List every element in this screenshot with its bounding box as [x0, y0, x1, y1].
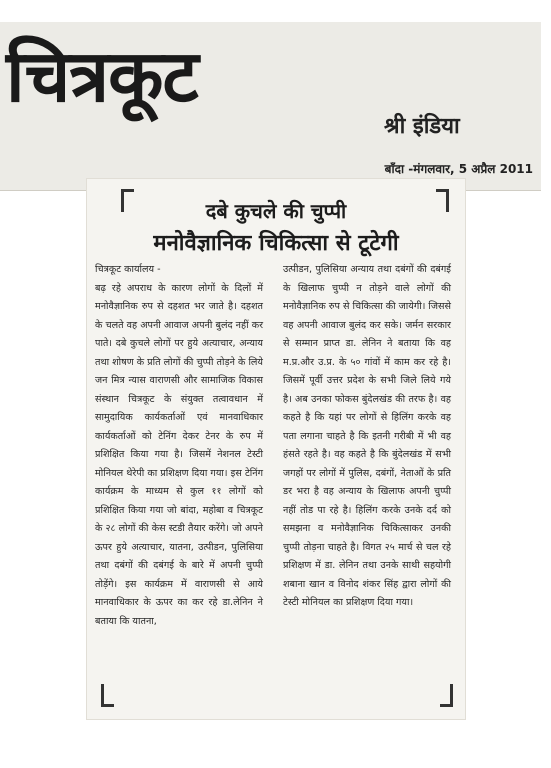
article-column-right [283, 261, 451, 613]
article-dateline: चित्रकूट कार्यालय - [95, 264, 161, 275]
newspaper-title: चित्रकूट [6, 34, 198, 118]
article-column-left [95, 261, 263, 631]
article-column-left-text: बढ़ रहे अपराध के कारण लोगों के दिलों में मनोवैज्ञानिक रुप से दहशत भर जाते है। दहशत के चलते वह अपनी आवाज अपनी बुलंद नहीं कर पाते। दबे कुचले लोगों पर हुये अत्याचार, अन्याय तथा शोषण के प्रति लोगों की चुप्पी तोड़ने के लिये जन मित्र न्यास वाराणसी और सामाजिक विकास संस्थान चित्रकूट के संयुक्त तत्वावधान में सामुदायिक कार्यकर्ताओं एवं मानवाधिकार कार्यकर्ताओं को टेनिंग देकर टेनर के रुप में प्रशिक्षित किया गया है। जिसमें नेशनल टेस्टी मोनियल थेरेपी का प्रशिक्षण दिया गया। इस टेनिंग कार्यक्रम के माध्यम से कुल ११ लोगों को प्रशिक्षित किया गया जो बांदा, महोबा व चित्रकूट के २८ लोगों की केस स्टडी तैयार करेंगे। जो अपने ऊपर हुये अत्याचार, यातना, उत्पीडन, पुलिसिया तथा दबंगों की दबंगई के बारे में अपनी चुप्पी तोड़ेंगे। इस कार्यक्रम में वाराणसी से आये मानवाधिकार के ऊपर का कर रहे डा.लेनिन ने बताया कि यातना, [95, 282, 263, 627]
publication-dateline: बाँदा -मंगलवार, 5 अप्रैल 2011 [384, 162, 533, 176]
newspaper-masthead [0, 22, 541, 191]
newspaper-edition: श्री इंडिया [384, 114, 460, 139]
crop-mark-bottom-left [101, 684, 114, 707]
article-clipping [86, 178, 466, 720]
article-headline-line-1: दबे कुचले की चुप्पी [205, 199, 347, 223]
article-headline-line-2: मनोवैज्ञानिक चिकित्सा से टूटेगी [153, 231, 399, 256]
crop-mark-bottom-right [440, 684, 453, 707]
article-column-right-text: उत्पीडन, पुलिसिया अन्याय तथा दबंगों की दबंगई के खिलाफ चुप्पी न तोड़ने वाले लोगों की मनोवैज्ञानिक रुप से चिकित्सा की जायेगी। जिससे वह अपनी आवाज बुलंद कर सके। जर्मन सरकार से सम्मान प्राप्त डा. लेनिन ने बताया कि वह म.प्र.और उ.प्र. के ५० गांवों में काम कर रहे है। जिसमें पूर्वी उत्तर प्रदेश के सभी जिले लिये गये है। अब उनका फोकस बुंदेलखंड की तरफ है। वह कहते है कि यहां पर लोगों से हिलिंग करके वह पता लगाना चाहते है कि इतनी गरीबी में भी वह हंसते रहते है। वह कहते है कि बुंदेलखंड में सभी जगहों पर लोगों में पुलिस, दबंगों, नेताओं के प्रति डर भरा है वह अन्याय के खिलाफ अपनी चुप्पी नहीं तोड पा रहे है। हिलिंग करके उनके दर्द को समझना व मनोवैज्ञानिक चिकित्साकर उनकी चुप्पी तोड़ना चाहते है। विगत २५ मार्च से चल रहे प्रशिक्षण में डा. लेनिन तथा उनके साथी सहयोगी शबाना खान व विनोद शंकर सिंह द्वारा लोगों की टेस्टी मोनियल का प्रशिक्षण दिया गया। [283, 264, 451, 608]
